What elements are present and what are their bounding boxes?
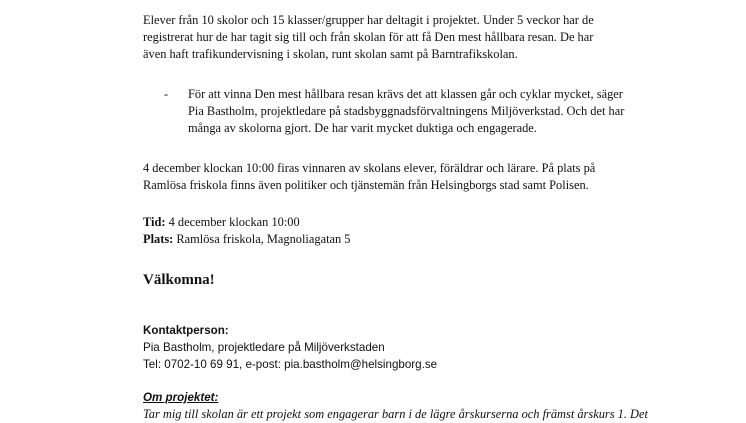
time-label: Tid:	[143, 215, 166, 229]
event-line: Ramlösa friskola finns även politiker och tjänstemän från Helsingborgs stad samt Polisen.	[143, 178, 589, 192]
quote-dash: -	[164, 87, 169, 101]
intro-line: Elever från 10 skolor och 15 klasser/grupper har deltagit i projektet. Under 5 veckor har de	[143, 13, 594, 27]
intro-paragraph	[143, 12, 663, 63]
quote-line: Pia Bastholm, projektledare på stadsbyggnadsförvaltningens Miljöverkstad. Och det har	[188, 104, 625, 118]
contact-block	[143, 322, 663, 373]
about-text: Tar mig till skolan är ett projekt som engagerar barn i de lägre årskurserna och främst årskurs 1. Det	[143, 407, 648, 421]
event-paragraph	[143, 160, 663, 194]
intro-line: registrerat hur de har tagit sig till och från skolan för att få Den mest hållbara resan. De har	[143, 30, 594, 44]
welcome-heading: Välkomna!	[143, 272, 215, 288]
time-row	[143, 214, 663, 231]
quote-text	[188, 86, 658, 137]
time-value: 4 december klockan 10:00	[165, 215, 300, 229]
contact-heading: Kontaktperson:	[143, 324, 229, 337]
contact-name: Pia Bastholm, projektledare på Miljöverkstaden	[143, 341, 385, 354]
quote-line: För att vinna Den mest hållbara resan krävs det att klassen går och cyklar mycket, säger	[188, 87, 623, 101]
event-info	[143, 214, 663, 248]
about-block	[143, 389, 683, 423]
intro-line: även haft trafikundervisning i skolan, runt skolan samt på Barntrafikskolan.	[143, 47, 518, 61]
contact-phone-email: Tel: 0702-10 69 91, e-post: pia.bastholm@helsingborg.se	[143, 358, 438, 371]
place-row	[143, 231, 663, 248]
place-label: Plats:	[143, 232, 174, 246]
place-value: Ramlösa friskola, Magnoliagatan 5	[173, 232, 351, 246]
event-line: 4 december klockan 10:00 firas vinnaren av skolans elever, föräldrar och lärare. På plats på	[143, 161, 596, 175]
quote-line: många av skolorna gjort. De har varit mycket duktiga och engagerade.	[188, 121, 537, 135]
about-heading: Om projektet:	[143, 391, 219, 404]
